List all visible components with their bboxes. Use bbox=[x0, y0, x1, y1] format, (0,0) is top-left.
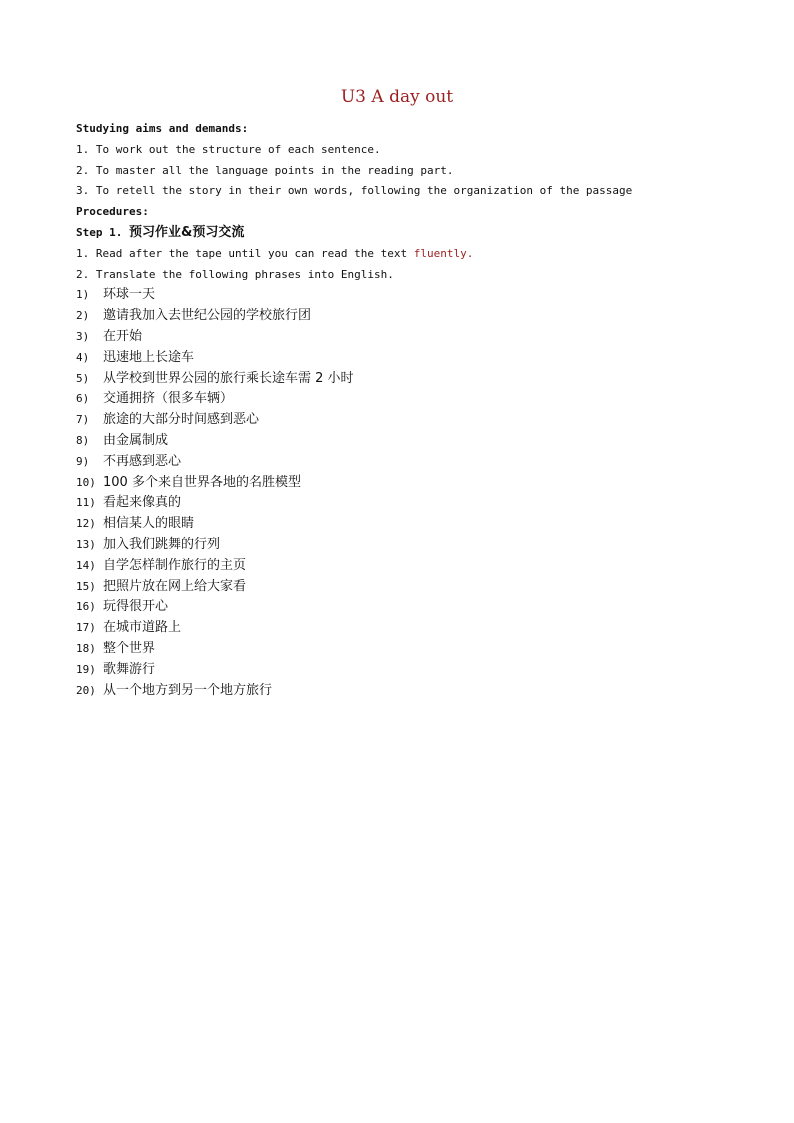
phrase-number: 19) bbox=[76, 662, 96, 676]
phrase-item bbox=[76, 493, 736, 514]
step1-task-read bbox=[76, 244, 736, 265]
phrase-number: 8) bbox=[76, 433, 90, 447]
phrase-text: 整个世界 bbox=[103, 640, 156, 656]
phrase-item bbox=[76, 556, 736, 577]
phrase-number: 11) bbox=[76, 496, 96, 510]
phrase-number: 6) bbox=[76, 392, 90, 406]
phrase-text: 玩得很开心 bbox=[103, 599, 169, 615]
phrase-item bbox=[76, 369, 736, 390]
procedures-heading: Procedures: bbox=[76, 205, 149, 219]
phrase-number: 12) bbox=[76, 517, 96, 531]
phrase-number: 17) bbox=[76, 621, 96, 635]
phrase-text: 自学怎样制作旅行的主页 bbox=[103, 557, 247, 573]
phrase-item bbox=[76, 639, 736, 660]
step1-task-translate: 2. Translate the following phrases into English. bbox=[76, 267, 394, 281]
phrase-number: 3) bbox=[76, 329, 90, 343]
phrase-text: 把照片放在网上给大家看 bbox=[103, 578, 247, 594]
phrase-list bbox=[76, 285, 736, 701]
phrase-item bbox=[76, 597, 736, 618]
phrase-item bbox=[76, 618, 736, 639]
phrase-number: 1) bbox=[76, 288, 90, 302]
phrase-text: 由金属制成 bbox=[103, 432, 169, 448]
phrase-text: 交通拥挤（很多车辆） bbox=[103, 391, 234, 407]
phrase-item bbox=[76, 452, 736, 473]
phrase-text: 在城市道路上 bbox=[103, 620, 182, 636]
phrase-number: 16) bbox=[76, 600, 96, 614]
phrase-text: 相信某人的眼睛 bbox=[103, 516, 195, 532]
phrase-item bbox=[76, 389, 736, 410]
phrase-item bbox=[76, 285, 736, 306]
phrase-text: 看起来像真的 bbox=[103, 495, 182, 511]
page-title: U3 A day out bbox=[340, 87, 454, 107]
aim-item: 1. To work out the structure of each sentence. bbox=[76, 142, 381, 156]
phrase-item bbox=[76, 431, 736, 452]
aim-item: 3. To retell the story in their own words, following the organization of the passage bbox=[76, 184, 633, 198]
phrase-number: 10) bbox=[76, 475, 96, 489]
aims-heading: Studying aims and demands: bbox=[76, 122, 249, 135]
phrase-text: 环球一天 bbox=[103, 287, 156, 303]
phrase-text: 从学校到世界公园的旅行乘长途车需 2 小时 bbox=[103, 370, 354, 386]
phrase-number: 18) bbox=[76, 641, 96, 655]
phrase-item bbox=[76, 348, 736, 369]
phrase-text: 加入我们跳舞的行列 bbox=[103, 536, 221, 552]
phrase-number: 7) bbox=[76, 413, 90, 427]
phrase-item bbox=[76, 681, 736, 702]
phrase-item bbox=[76, 410, 736, 431]
task-read-text: 1. Read after the tape until you can read the text bbox=[76, 246, 414, 260]
aim-item: 2. To master all the language points in the reading part. bbox=[76, 163, 454, 177]
phrase-text: 邀请我加入去世纪公园的学校旅行团 bbox=[103, 308, 312, 324]
phrase-text: 歌舞游行 bbox=[103, 661, 156, 677]
phrase-number: 5) bbox=[76, 371, 90, 385]
phrase-number: 9) bbox=[76, 454, 90, 468]
phrase-text: 迅速地上长途车 bbox=[103, 349, 195, 365]
phrase-text: 旅途的大部分时间感到恶心 bbox=[103, 412, 260, 428]
phrase-item bbox=[76, 473, 736, 494]
step1-label: Step 1. bbox=[76, 225, 123, 239]
phrase-text: 不再感到恶心 bbox=[103, 453, 182, 469]
phrase-text: 从一个地方到另一个地方旅行 bbox=[103, 682, 273, 698]
phrase-item bbox=[76, 660, 736, 681]
task-read-highlight: fluently. bbox=[413, 246, 474, 260]
phrase-item bbox=[76, 535, 736, 556]
phrase-text: 在开始 bbox=[103, 328, 143, 344]
phrase-item bbox=[76, 577, 736, 598]
phrase-number: 20) bbox=[76, 683, 96, 697]
phrase-number: 4) bbox=[76, 350, 90, 364]
step1-heading bbox=[76, 223, 736, 244]
phrase-text: 100 多个来自世界各地的名胜模型 bbox=[103, 474, 301, 490]
document-body bbox=[76, 119, 736, 701]
phrase-number: 14) bbox=[76, 558, 96, 572]
step1-title: 预习作业&预习交流 bbox=[128, 224, 245, 240]
phrase-number: 15) bbox=[76, 579, 96, 593]
phrase-item bbox=[76, 514, 736, 535]
phrase-number: 2) bbox=[76, 309, 90, 323]
phrase-item bbox=[76, 306, 736, 327]
phrase-item bbox=[76, 327, 736, 348]
phrase-number: 13) bbox=[76, 537, 96, 551]
